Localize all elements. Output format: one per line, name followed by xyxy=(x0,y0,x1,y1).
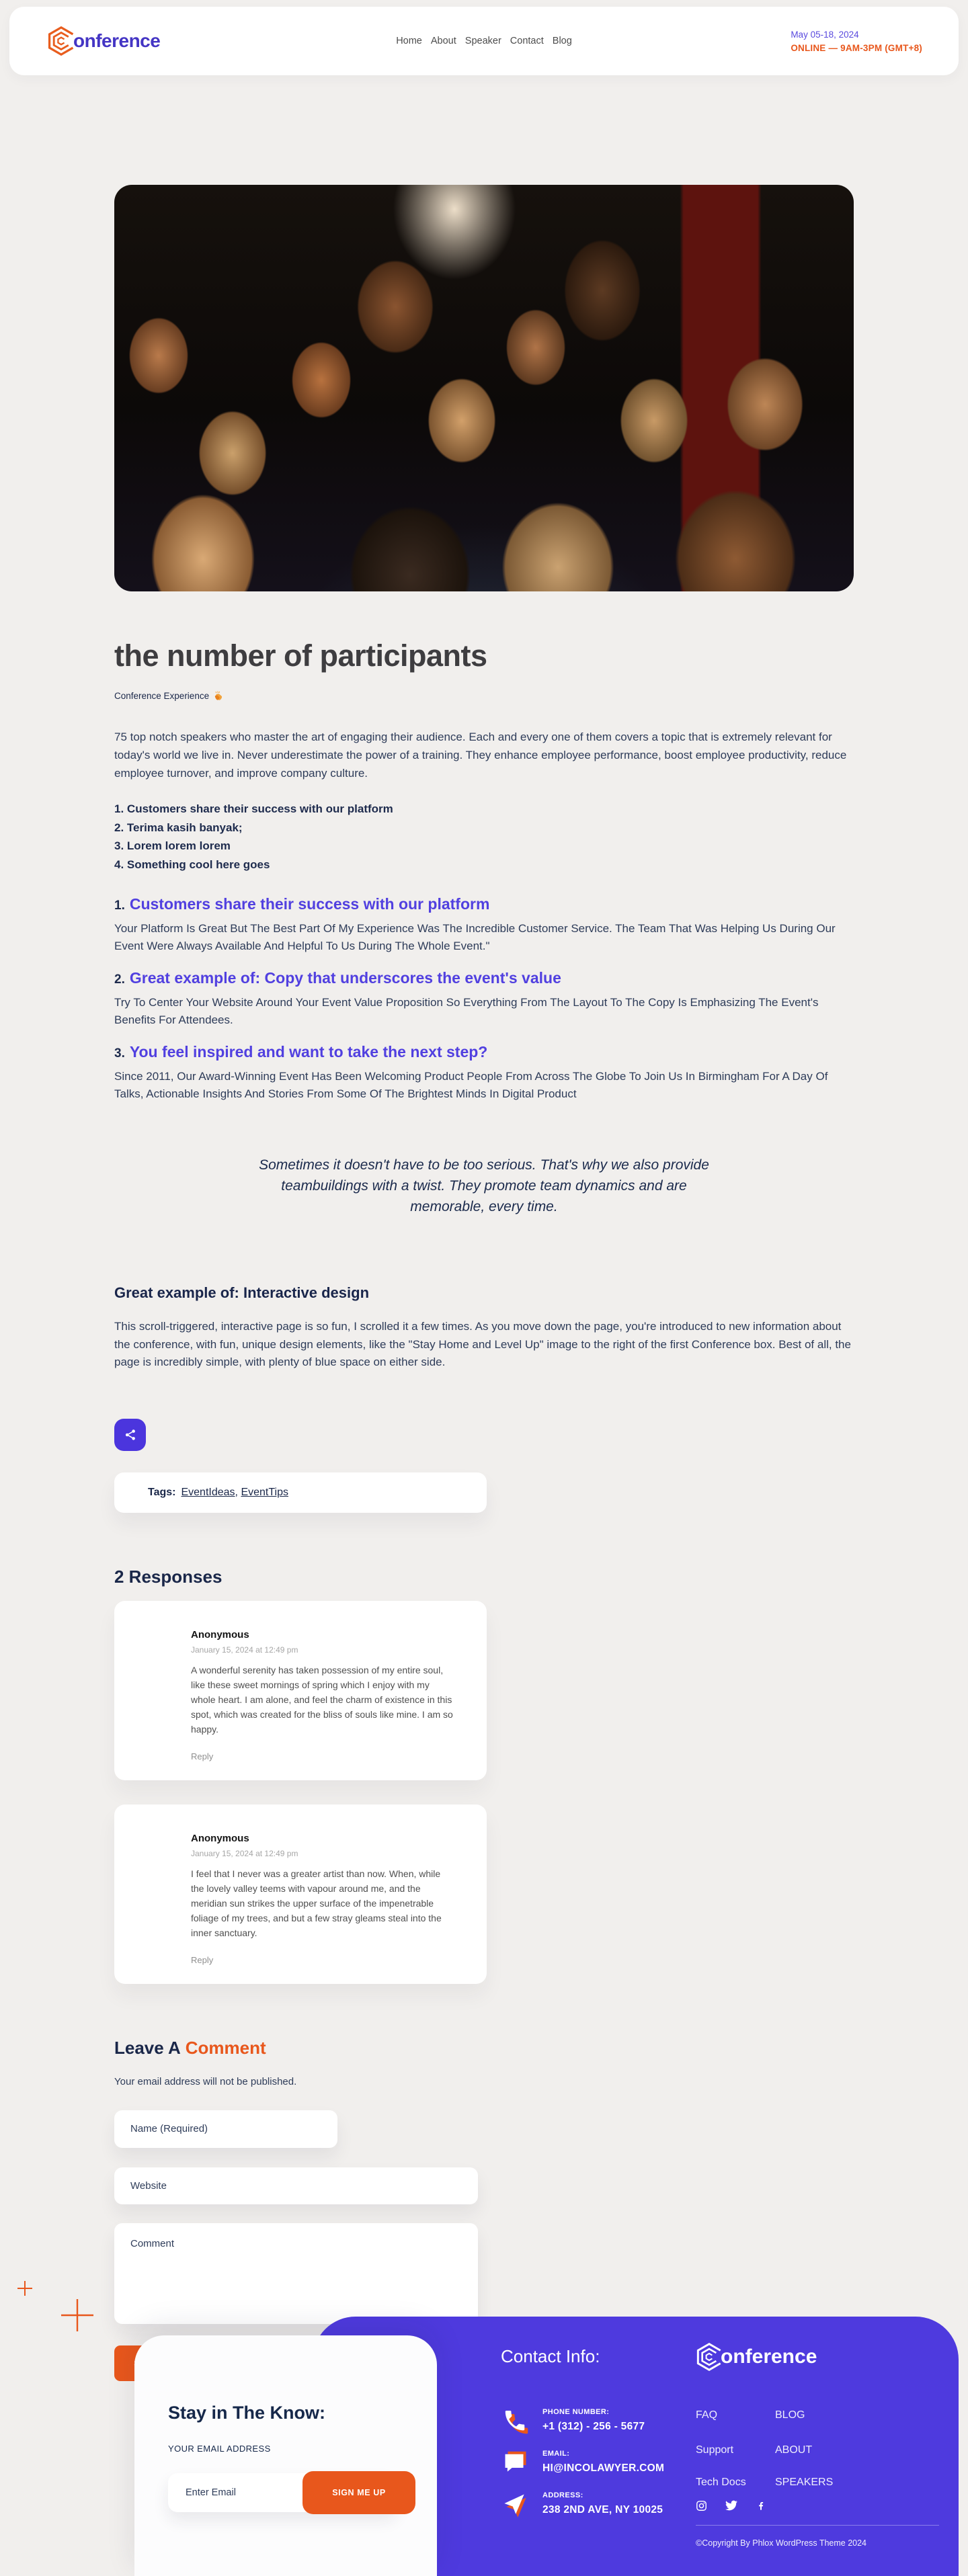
plus-decoration-small xyxy=(16,2280,34,2300)
website-field[interactable] xyxy=(114,2167,478,2204)
contact-info-heading: Contact Info: xyxy=(501,2346,600,2366)
tag-eventideas[interactable]: EventIdeas xyxy=(181,1486,235,1498)
section-heading: 3. You feel inspired and want to take the next step? xyxy=(114,1043,488,1061)
footer-link-support[interactable]: Support xyxy=(696,2444,734,2456)
list-item: 1. Customers share their success with our platform xyxy=(114,802,393,815)
post-category[interactable]: Conference Experience xyxy=(114,691,210,701)
responses-heading: 2 Responses xyxy=(114,1566,223,1587)
section-body: Your Platform Is Great But The Best Part Of My Experience Was The Incredible Customer Service. The Team That Was Helping Us During Our Event Were Always Available And Helpful To Us During The Whole Event." xyxy=(114,922,836,952)
leave-comment-heading: Leave A Comment xyxy=(114,2037,266,2058)
comment-author: Anonymous xyxy=(191,1832,249,1844)
section-body: Try To Center Your Website Around Your Event Value Proposition So Everything From The Layout To The Copy Is Emphasizing The Event's Benefits For Attendees. xyxy=(114,996,819,1026)
main-nav xyxy=(396,36,572,46)
post-meta xyxy=(114,691,854,701)
numbered-list xyxy=(114,800,854,874)
subheading: Great example of: Interactive design xyxy=(114,1284,370,1301)
nav-home[interactable]: Home xyxy=(396,36,422,46)
chat-icon xyxy=(502,2450,530,2477)
clap-emoji-icon xyxy=(214,691,224,701)
event-dates: May 05-18, 2024 xyxy=(791,29,859,40)
section-body: Since 2011, Our Award-Winning Event Has Been Welcoming Product People From Across The Globe To Join Us In Birmingham For A Day Of Talks, Actionable Insights And Stories From Some Of The Brightest Minds In Digital Product xyxy=(114,1070,828,1100)
section-1 xyxy=(114,894,854,954)
event-schedule xyxy=(791,30,922,53)
comment-body: A wonderful serenity has taken possession of my entire soul, like these sweet mornings of spring which I enjoy with my whole heart. I am alone, and feel the charm of existence in this spot, which was created for the bliss of souls like mine. I am so happy. xyxy=(191,1664,453,1735)
comment-form-note: Your email address will not be published. xyxy=(114,2075,297,2087)
newsletter-card xyxy=(134,2335,437,2576)
comment-date: January 15, 2024 at 12:49 pm xyxy=(191,1848,298,1858)
hero-image xyxy=(114,185,854,591)
social-links xyxy=(696,2499,766,2511)
footer-link-about[interactable]: ABOUT xyxy=(775,2444,813,2456)
contact-email: EMAIL: HI@INCOLAWYER.COM xyxy=(542,2450,665,2474)
footer-logo[interactable] xyxy=(694,2342,817,2372)
comment-author: Anonymous xyxy=(191,1628,249,1640)
footer-link-faq[interactable]: FAQ xyxy=(696,2409,718,2421)
phone-icon xyxy=(502,2408,530,2437)
logo[interactable] xyxy=(46,26,160,56)
comment-card-2 xyxy=(114,1804,487,1984)
intro-paragraph: 75 top notch speakers who master the art of engaging their audience. Each and every one of them covers a topic that is extremely relevant for today's world we live in. Never underestimate the power of a training. They enhance employee performance, boost employee productivity, reduce employee turnover, and improve company culture. xyxy=(114,731,847,780)
tags-separator: , xyxy=(235,1486,241,1498)
plus-decoration-large xyxy=(59,2297,95,2337)
sign-me-up-button[interactable]: SIGN ME UP xyxy=(302,2471,415,2514)
send-icon xyxy=(502,2491,530,2519)
twitter-icon[interactable] xyxy=(725,2499,737,2511)
section-3 xyxy=(114,1042,854,1102)
logo-hexagon-c-icon xyxy=(46,26,77,56)
list-item: 4. Something cool here goes xyxy=(114,858,270,871)
newsletter-form xyxy=(168,2471,405,2514)
logo-text: onference xyxy=(73,30,161,51)
contact-email-row xyxy=(502,2450,664,2477)
instagram-icon[interactable] xyxy=(696,2500,707,2511)
site-header xyxy=(9,7,959,75)
comment-date: January 15, 2024 at 12:49 pm xyxy=(191,1645,298,1655)
tags-card xyxy=(114,1472,487,1513)
nav-contact[interactable]: Contact xyxy=(510,36,544,46)
reply-link[interactable]: Reply xyxy=(191,1751,214,1761)
list-item: 2. Terima kasih banyak; xyxy=(114,821,243,834)
footer-link-speakers[interactable]: SPEAKERS xyxy=(775,2477,834,2488)
footer-logo-text: onference xyxy=(721,2345,817,2368)
facebook-icon[interactable] xyxy=(756,2500,766,2511)
nav-blog[interactable]: Blog xyxy=(552,36,572,46)
footer-logo-hexagon-c-icon xyxy=(694,2342,724,2372)
copyright: ©Copyright By Phlox WordPress Theme 2024 xyxy=(696,2538,867,2548)
section-2 xyxy=(114,968,854,1028)
contact-address: ADDRESS: 238 2ND AVE, NY 10025 xyxy=(542,2491,663,2516)
contact-address-row xyxy=(502,2491,663,2519)
tag-eventtips[interactable]: EventTips xyxy=(241,1486,288,1498)
list-item: 3. Lorem lorem lorem xyxy=(114,839,231,852)
newsletter-label: YOUR EMAIL ADDRESS xyxy=(168,2444,271,2454)
share-button[interactable] xyxy=(114,1419,146,1451)
share-icon xyxy=(124,1429,136,1441)
nav-about[interactable]: About xyxy=(430,36,456,46)
footer-link-tech-docs[interactable]: Tech Docs xyxy=(696,2477,746,2488)
comment-field[interactable] xyxy=(114,2223,478,2324)
comment-body: I feel that I never was a greater artist than now. When, while the lovely valley teems with vapour around me, and the meridian sun strikes the upper surface of the impenetrable foliage of my trees, and but a few stray gleams steal into the inner sanctuary. xyxy=(191,1868,442,1938)
reply-link[interactable]: Reply xyxy=(191,1954,214,1965)
footer-link-blog[interactable]: BLOG xyxy=(775,2409,805,2421)
tags-label: Tags: xyxy=(148,1486,176,1498)
page-title: the number of participants xyxy=(114,638,487,673)
section-heading: 2. Great example of: Copy that underscores the event's value xyxy=(114,969,561,987)
comment-card-1 xyxy=(114,1601,487,1780)
contact-phone: PHONE NUMBER: +1 (312) - 256 - 5677 xyxy=(542,2408,645,2432)
footer-divider xyxy=(696,2525,939,2526)
subheading-body: This scroll-triggered, interactive page is so fun, I scrolled it a few times. As you move down the page, you're introduced to new information about the conference, with fun, unique design elements, like the "Stay Home and Level Up" image to the right of the first Conference box. Best of all, the page is incredibly simple, with plenty of blue space on either side. xyxy=(114,1320,851,1368)
newsletter-heading: Stay in The Know: xyxy=(168,2403,326,2423)
name-field[interactable] xyxy=(114,2110,337,2148)
article xyxy=(114,185,854,2381)
event-time: ONLINE — 9AM-3PM (GMT+8) xyxy=(791,42,922,53)
section-heading: 1. Customers share their success with our platform xyxy=(114,895,490,913)
nav-speaker[interactable]: Speaker xyxy=(465,36,501,46)
contact-phone-row xyxy=(502,2408,645,2437)
pull-quote: Sometimes it doesn't have to be too serious. That's why we also provide teambuildings with a twist. They promote team dynamics and are memorable, every time. xyxy=(259,1157,709,1214)
